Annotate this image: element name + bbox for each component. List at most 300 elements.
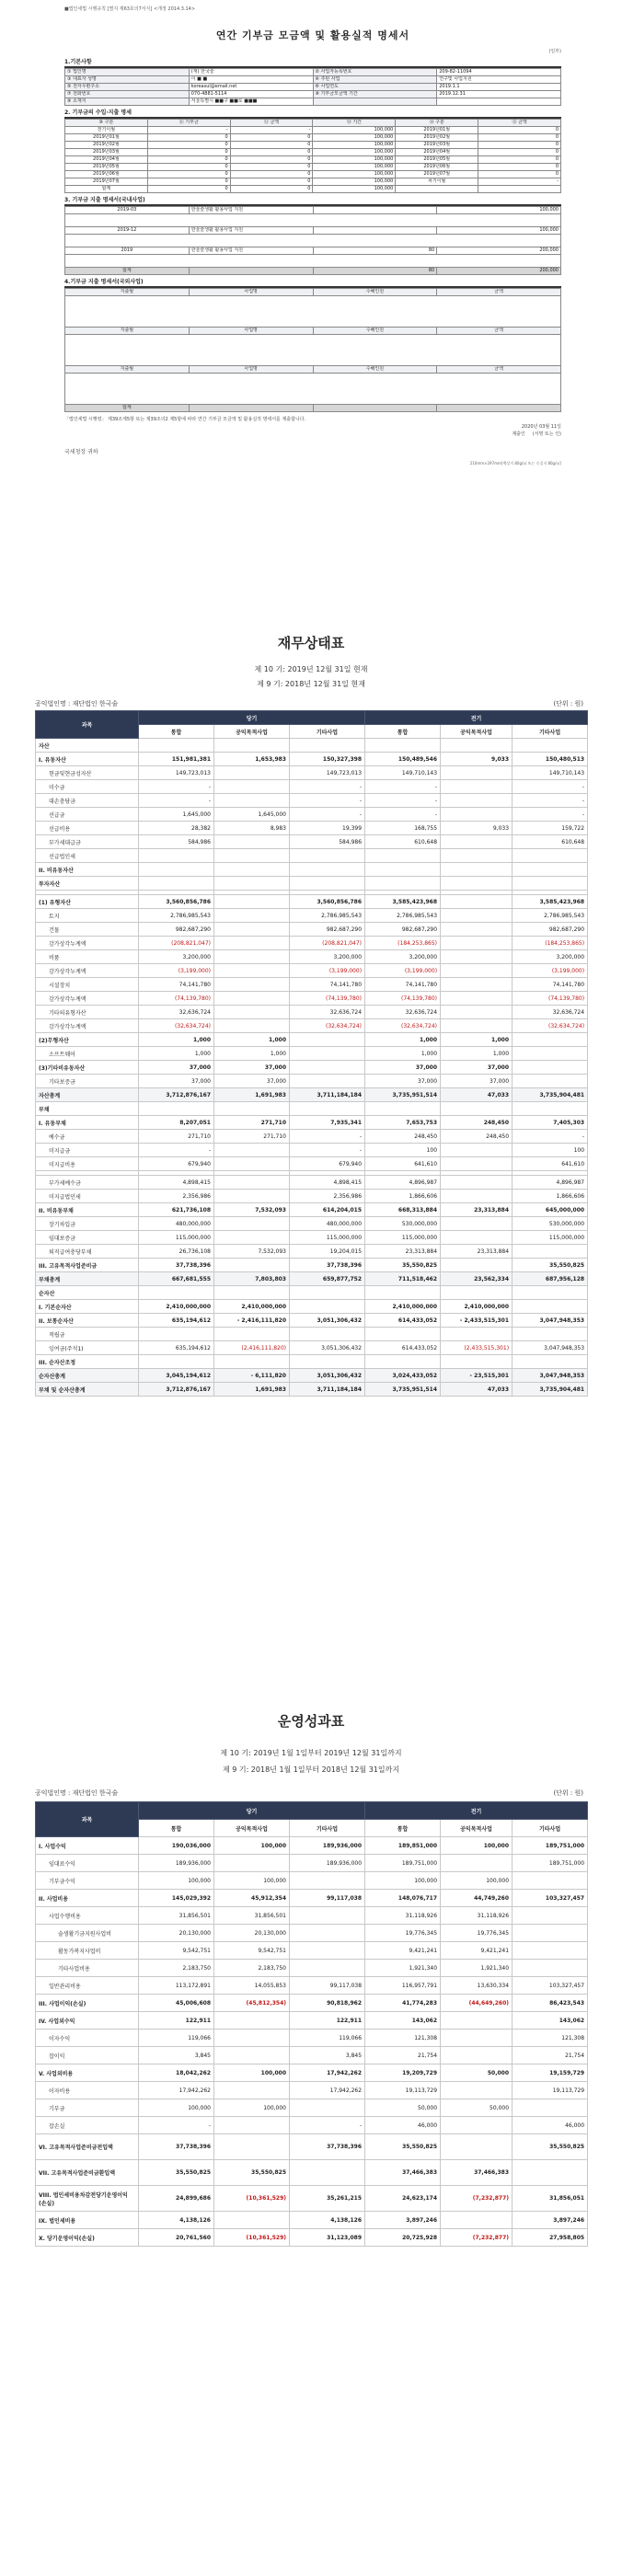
amount-cell: 635,194,612 [139,1314,214,1328]
row-label: 선급비용 [36,822,139,835]
amount-cell: 151,981,381 [139,753,214,766]
amount-cell [441,835,513,849]
amount-cell: 143,062 [513,2012,588,2030]
table-row [36,1977,588,1995]
row-label: 선급법인세 [36,849,139,863]
amount-cell: 37,000 [214,1061,290,1075]
row-label: 현금및현금성자산 [36,766,139,780]
amount-cell: 3,735,951,514 [365,1383,441,1397]
amount-cell [513,1075,588,1088]
field-label: ⑦ 전화번호 [65,91,190,98]
table-row [36,1088,588,1102]
spacer-cell [65,214,561,227]
amount-cell: 2,410,000,000 [214,1300,290,1314]
table-cell: 0 [478,171,561,178]
amount-cell: 100,000 [139,1872,214,1890]
amount-cell: (45,812,354) [214,1995,290,2012]
amount-cell: - [513,1130,588,1144]
amount-cell: 24,899,686 [139,2186,214,2212]
row-label: 부가세예수금 [36,1176,139,1190]
form-spacer-row [65,335,561,366]
row-label: 부채 및 순자산총계 [36,1383,139,1397]
amount-cell [365,1328,441,1341]
amount-cell: 1,653,983 [214,753,290,766]
table-cell: 2019년03월 [65,149,148,156]
column-header-current: 당기 [139,711,365,725]
row-label: 미지급비용 [36,1157,139,1171]
amount-cell: 4,138,126 [139,2212,214,2229]
amount-cell: 100,000 [214,1872,290,1890]
amount-cell: 189,936,000 [290,1837,365,1855]
row-label: II. 보통순자산 [36,1314,139,1328]
row-label: 퇴직급여충당부채 [36,1245,139,1259]
amount-cell: - [513,794,588,808]
amount-cell: 1,000 [365,1047,441,1061]
amount-cell: 2,410,000,000 [365,1300,441,1314]
row-label: 이자비용 [36,2082,139,2099]
amount-cell [513,2160,588,2186]
amount-cell: 1,000 [139,1047,214,1061]
table-cell: 0 [478,142,561,149]
amount-cell: - [365,808,441,822]
row-label: III. 사업이익(손실) [36,1995,139,2012]
amount-cell [441,739,513,753]
amount-cell [513,1355,588,1369]
amount-cell: 143,062 [365,2012,441,2030]
row-label: VIII. 법인세비용차감전당기운영이익(손실) [36,2186,139,2212]
amount-cell: 3,560,856,786 [290,895,365,909]
column-header: 공익목적사업 [214,1820,290,1837]
amount-cell: 3,735,951,514 [365,1088,441,1102]
row-label: I. 유동자산 [36,753,139,766]
amount-cell: 37,000 [139,1061,214,1075]
amount-cell [214,766,290,780]
amount-cell: 687,956,128 [513,1272,588,1286]
amount-cell: 100,000 [139,2099,214,2117]
amount-cell: 35,550,825 [513,1259,588,1272]
amount-cell [290,863,365,877]
amount-cell: 47,033 [441,1383,513,1397]
amount-cell: 47,033 [441,1088,513,1102]
table-row [36,978,588,992]
amount-cell [441,937,513,950]
amount-cell: 3,712,876,167 [139,1383,214,1397]
amount-cell: (74,139,780) [513,992,588,1006]
amount-cell: 2,410,000,000 [441,1300,513,1314]
table-cell: 2019년06월 [396,164,478,171]
form-row [65,186,561,193]
form-submitter [64,431,561,438]
amount-cell: 3,200,000 [290,950,365,964]
field-label: ⑧ 기부금모금액 기간 [313,91,437,98]
column-header: 기타사업 [290,725,365,739]
table-row [36,1006,588,1019]
table-cell: 0 [230,134,313,142]
amount-cell: 168,755 [365,822,441,835]
table-cell: 0 [478,164,561,171]
amount-cell [441,2082,513,2099]
amount-cell: 2,183,750 [214,1960,290,1977]
amount-cell: 480,000,000 [139,1217,214,1231]
table-cell: 2019년04월 [65,156,148,164]
amount-cell [365,1286,441,1300]
amount-cell: 271,710 [214,1116,290,1130]
amount-cell: 19,776,345 [365,1925,441,1942]
field-label: ③ 대표자 성명 [65,76,190,84]
row-label: I. 기본순자산 [36,1300,139,1314]
amount-cell [214,964,290,978]
amount-cell: 35,550,825 [365,2134,441,2160]
column-header: 기타사업 [513,725,588,739]
amount-cell: 119,066 [139,2030,214,2047]
amount-cell: 46,000 [365,2117,441,2134]
table-row [36,1019,588,1033]
form-unit: (일부) [548,49,561,54]
amount-cell: 115,000,000 [513,1231,588,1245]
row-label: (1) 유형자산 [36,895,139,909]
amount-cell [290,1286,365,1300]
field-label: 금액 [437,289,561,296]
row-label: (3)기타비유동자산 [36,1061,139,1075]
amount-cell: 17,942,262 [290,2064,365,2082]
table-row [36,1960,588,1977]
amount-cell: 189,936,000 [139,1855,214,1872]
amount-cell: 35,261,215 [290,2186,365,2212]
amount-cell [139,739,214,753]
table-row [36,2012,588,2030]
table-row [36,1942,588,1960]
bs-corp-name: 공익법인명 : 재단법인 한국술 [35,700,119,707]
table-row [36,1190,588,1203]
amount-cell: 2,183,750 [139,1960,214,1977]
amount-cell [513,1907,588,1925]
amount-cell [513,1328,588,1341]
amount-cell: 19,113,729 [365,2082,441,2099]
amount-cell: 1,000 [441,1033,513,1047]
amount-cell: 35,550,825 [139,2160,214,2186]
field-label: 금액 [437,328,561,335]
amount-cell: (10,361,529) [214,2229,290,2247]
amount-cell [290,1300,365,1314]
row-label: 소프트웨어 [36,1047,139,1061]
amount-cell: 3,585,423,968 [365,895,441,909]
amount-cell: (32,634,724) [365,1019,441,1033]
table-cell: 합계 [65,268,190,275]
amount-cell [513,1300,588,1314]
amount-cell [441,1019,513,1033]
amount-cell: 148,076,717 [365,1890,441,1907]
donation-statement-form [64,0,561,598]
amount-cell [441,877,513,891]
office-name: 국세청장 [64,449,86,455]
field-value: koreasul@email.net [189,84,313,91]
amount-cell [513,1047,588,1061]
table-row [36,1176,588,1190]
table-row [36,2047,588,2064]
amount-cell: 248,450 [365,1130,441,1144]
amount-cell: 679,940 [139,1157,214,1171]
amount-cell: (184,253,865) [365,937,441,950]
table-cell: - [478,178,561,186]
seal-label: (서명 또는 인) [532,431,561,437]
amount-cell [441,1102,513,1116]
table-cell: 0 [478,134,561,142]
row-label: 활동가복지사업비 [36,1942,139,1960]
amount-cell: 1,921,340 [365,1960,441,1977]
form-spacer-row [65,255,561,268]
table-cell: 2019년05월 [65,164,148,171]
row-label: 부채 [36,1102,139,1116]
row-label: III. 순자산조정 [36,1355,139,1369]
form-row [65,247,561,255]
amount-cell: 103,327,457 [513,1890,588,1907]
table-cell: 2019년05월 [396,156,478,164]
table-row [36,1061,588,1075]
amount-cell: - [290,780,365,794]
amount-cell: 31,856,501 [214,1907,290,1925]
row-label: 기부금 [36,2099,139,2117]
table-row [36,1144,588,1157]
amount-cell: 37,000 [441,1075,513,1088]
table-row [36,1245,588,1259]
amount-cell: 31,123,089 [290,2229,365,2247]
table-row [36,964,588,978]
field-label: 금액 [437,366,561,374]
amount-cell: 530,000,000 [513,1217,588,1231]
field-label: 수혜인원 [313,366,437,374]
amount-cell: 20,130,000 [139,1925,214,1942]
form-row [65,207,561,214]
amount-cell: 74,141,780 [513,978,588,992]
amount-cell: 23,313,884 [441,1203,513,1217]
amount-cell: 86,423,543 [513,1995,588,2012]
form-spacer-row [65,214,561,227]
amount-cell: 4,896,987 [365,1176,441,1190]
amount-cell: 1,000 [214,1033,290,1047]
amount-cell: 21,754 [365,2047,441,2064]
table-cell: 200,000 [437,268,561,275]
amount-cell [441,2012,513,2030]
column-header: ⑬ 기간 [313,120,396,127]
column-header: 통합 [139,1820,214,1837]
table-cell: 100,000 [313,186,396,193]
amount-cell: 103,327,457 [513,1977,588,1995]
table-cell: 0 [230,156,313,164]
table-cell: 200,000 [437,247,561,255]
amount-cell [214,2082,290,2099]
header-row [36,711,588,725]
table-cell: 0 [147,149,230,156]
amount-cell: 24,623,174 [365,2186,441,2212]
row-label: 자산총계 [36,1088,139,1102]
amount-cell: 115,000,000 [365,1231,441,1245]
field-value: 2019.12.31 [437,91,561,98]
amount-cell [513,1286,588,1300]
amount-cell [290,1872,365,1890]
row-label: 선급금 [36,808,139,822]
amount-cell: 74,141,780 [139,978,214,992]
table-row [36,1890,588,1907]
row-label: 부가세대급금 [36,835,139,849]
amount-cell: 32,636,724 [365,1006,441,1019]
row-label: 투자자산 [36,877,139,891]
table-cell: 100,000 [313,171,396,178]
amount-cell: - 2,433,515,301 [441,1314,513,1328]
amount-cell: 1,000 [214,1047,290,1061]
table-cell: 0 [478,127,561,134]
table-row [36,2212,588,2229]
operating-results-title: 운영성과표 [277,1713,345,1730]
table-cell: 100,000 [313,134,396,142]
row-label: 사업수행비용 [36,1907,139,1925]
row-label: 감가상각누계액 [36,964,139,978]
table-row [36,1217,588,1231]
amount-cell: 3,585,423,968 [513,895,588,909]
amount-cell: 100,000 [214,1837,290,1855]
row-label: 미지급법인세 [36,1190,139,1203]
amount-cell: 100,000 [441,1872,513,1890]
amount-cell: 3,845 [139,2047,214,2064]
amount-cell [214,780,290,794]
amount-cell [214,1019,290,1033]
amount-cell: (74,139,780) [139,992,214,1006]
amount-cell: 2,786,985,543 [513,909,588,923]
amount-cell: 3,200,000 [139,950,214,964]
form-row [65,84,561,91]
row-label: 일반관리비용 [36,1977,139,1995]
form-title: 연간 기부금 모금액 및 활용실적 명세서 [215,29,410,41]
table-cell: 2019년02월 [65,142,148,149]
amount-cell: 26,736,108 [139,1245,214,1259]
form-spacer-row [65,296,561,328]
row-label: 잉여금(주석1) [36,1341,139,1355]
field-value: 서울특별시 ■■구 ■■로 ■■■ [189,98,313,106]
amount-cell [441,895,513,909]
amount-cell: 248,450 [441,1130,513,1144]
amount-cell [513,1102,588,1116]
paper-spec: 210mm×297mm[백상지 80g/㎡ 또는 중질지 80g/㎡] [469,461,561,466]
amount-cell: 21,754 [513,2047,588,2064]
amount-cell: 18,042,262 [139,2064,214,2082]
amount-cell: (2,416,111,820) [214,1341,290,1355]
amount-cell [441,1190,513,1203]
column-header: 통합 [365,725,441,739]
amount-cell [441,923,513,937]
amount-cell: 149,723,013 [139,766,214,780]
amount-cell [365,739,441,753]
table-row [36,1286,588,1300]
amount-cell: 31,118,926 [441,1907,513,1925]
row-label: 기타보증금 [36,1075,139,1088]
column-header: ⑩ 구분 [65,120,148,127]
amount-cell [513,739,588,753]
amount-cell: 19,159,729 [513,2064,588,2082]
amount-cell: 679,940 [290,1157,365,1171]
table-cell [313,207,437,214]
form-declaration: 「법인세법 시행령」 제39조제5항 또는 제39조의2 제5항에 따라 연간 기부금 모금액 및 활용실적 명세서를 제출합니다. [64,417,306,422]
amount-cell: 44,749,260 [441,1890,513,1907]
amount-cell [441,2047,513,2064]
form-row [65,98,561,106]
amount-cell: 37,000 [365,1061,441,1075]
form-section-overseas: 4.기부금 지출 명세서(국외사업) [64,279,144,285]
field-label: 지출월 [65,366,190,374]
amount-cell [513,1960,588,1977]
row-label: 자산 [36,739,139,753]
table-cell: 0 [147,142,230,149]
amount-cell: - [290,2117,365,2134]
table-cell: 한울술생활 활용사업 지원 [189,207,313,214]
amount-cell [441,766,513,780]
amount-cell: 4,898,415 [139,1176,214,1190]
field-value: 연구및 사업지원 [437,76,561,84]
form-header-row [65,120,561,127]
amount-cell [214,1217,290,1231]
amount-cell: 9,542,751 [139,1942,214,1960]
amount-cell: 100 [513,1144,588,1157]
table-row [36,1925,588,1942]
amount-cell: 90,818,962 [290,1995,365,2012]
table-cell: 0 [147,171,230,178]
amount-cell: 116,957,791 [365,1977,441,1995]
table-cell: 차기이월 [396,178,478,186]
form-section-income: 2. 기부금의 수입·지출 명세 [64,109,132,116]
amount-cell: 45,912,354 [214,1890,290,1907]
amount-cell [139,863,214,877]
amount-cell: - 23,515,301 [441,1369,513,1383]
amount-cell: 7,405,303 [513,1116,588,1130]
amount-cell: 3,047,948,353 [513,1369,588,1383]
row-label: 잡이익 [36,2047,139,2064]
basic-info-table [64,68,561,106]
amount-cell: 3,051,306,432 [290,1341,365,1355]
form-row [65,268,561,275]
amount-cell [290,1047,365,1061]
submitter-label: 제출인 [512,431,525,437]
form-row [65,366,561,374]
amount-cell: 8,983 [214,822,290,835]
table-cell: 100,000 [313,142,396,149]
amount-cell: 37,000 [441,1061,513,1075]
amount-cell: 189,851,000 [365,1837,441,1855]
amount-cell [441,1855,513,1872]
amount-cell: 3,845 [290,2047,365,2064]
amount-cell [441,909,513,923]
form-row [65,178,561,186]
amount-cell: 7,532,093 [214,1203,290,1217]
amount-cell [513,877,588,891]
amount-cell: 1,921,340 [441,1960,513,1977]
amount-cell [513,849,588,863]
amount-cell: 19,113,729 [513,2082,588,2099]
amount-cell: 32,636,724 [139,1006,214,1019]
header-row [36,1802,588,1820]
amount-cell: - [513,780,588,794]
amount-cell: (7,232,877) [441,2229,513,2247]
row-label: 임대료수익 [36,1855,139,1872]
amount-cell: 614,433,052 [365,1341,441,1355]
amount-cell: - [365,794,441,808]
amount-cell: 74,141,780 [290,978,365,992]
column-header: ⑫ 금액 [230,120,313,127]
amount-cell: 145,029,392 [139,1890,214,1907]
amount-cell [441,1006,513,1019]
amount-cell [139,1102,214,1116]
amount-cell: 1,691,983 [214,1383,290,1397]
amount-cell: (3,199,000) [513,964,588,978]
field-value: 2019.1.1 [437,84,561,91]
amount-cell: 189,936,000 [290,1855,365,1872]
